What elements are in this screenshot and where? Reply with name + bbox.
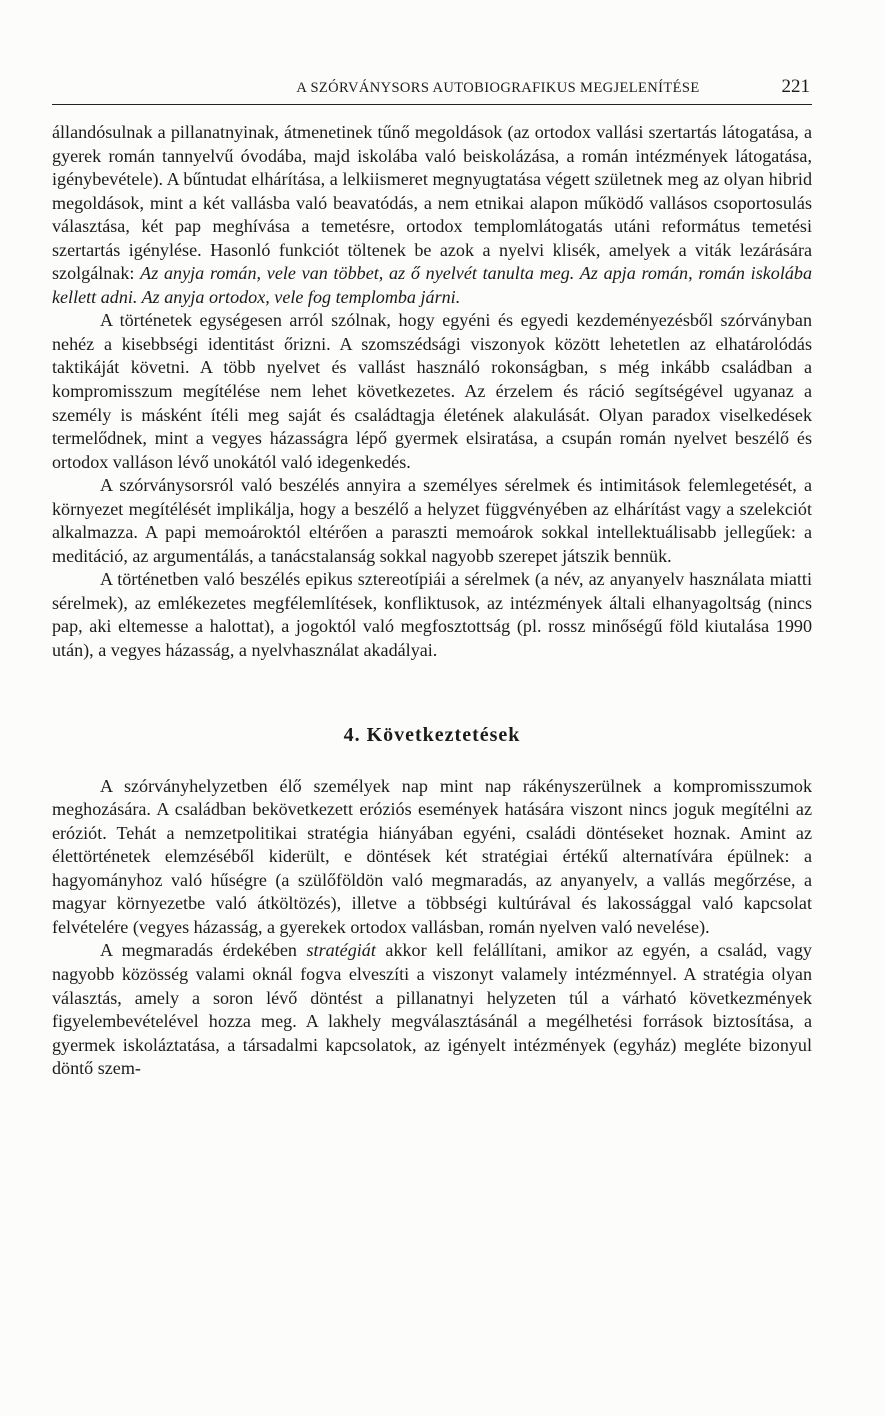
paragraph-text: állandósulnak a pillanatnyinak, átmenetinek tűnő megoldások (az ortodox vallási szertartás látogatása, a gyerek román tannyelvű óvodába, majd iskolába való beiskolázása, a román intézmények látogatása, igénybevétele). A bűntudat elhárítása, a lelkiismeret megnyugtatása végett születnek meg az olyan hibrid megoldások, mint a két vallásba való beavatódás, a nem etnikai alapon működő vallásos csoportosulás választása, két pap meghívása a temetésre, ortodox templomlátogatás utáni református temetési szertartás igénylése. Hasonló funkciót töltenek be azok a nyelvi klisék, amelyek a viták lezárására szolgálnak: bbox=[52, 122, 812, 284]
paragraph bbox=[52, 939, 812, 1080]
section-number: 4. bbox=[343, 723, 361, 746]
section-title: Következtetések bbox=[366, 723, 521, 746]
italic-quote: Az anyja román, vele van többet, az ő nyelvét tanulta meg. Az apja román, román iskolába kellett adni. Az anyja ortodox, vele fog templomba járni. bbox=[52, 263, 812, 307]
paragraph-text: A megmaradás érdekében bbox=[100, 940, 307, 961]
paragraph: A szórványsorsról való beszélés annyira a személyes sérelmek és intimitások felemlegetését, a környezet megítélését implikálja, hogy a beszélő a helyzet függvényében az elhárítást vagy a szelekciót alkalmazza. A papi memoároktól eltérően a paraszti memoárok sokkal intellektuálisabb jellegűek: a meditáció, az argumentálás, a tanácstalanság sokkal nagyobb szerepet játszik bennük. bbox=[52, 475, 812, 566]
paragraph: A történetek egységesen arról szólnak, hogy egyéni és egyedi kezdeményezésből szórványban nehéz a kisebbségi identitást őrizni. A szomszédsági viszonyok között lehetetlen az elhatárolódás taktikáját követni. A több nyelvet és vallást használó rokonságban, s még inkább családban a kompromisszum megítélése nem lehet következetes. Az érzelem és ráció segítségével ugyanaz a személy is másként ítéli meg saját és családtagja életének alakulását. Olyan paradox viselkedések termelődnek, mint a vegyes házasságra lépő gyermek elsiratása, a csupán román nyelvet beszélő és ortodox valláson lévő unokától való idegenkedés. bbox=[52, 310, 812, 472]
italic-term: stratégiát bbox=[306, 940, 376, 961]
paragraph: A történetben való beszélés epikus sztereotípiái a sérelmek (a név, az anyanyelv használata miatti sérelmek), az emlékezetes megfélemlítések, konfliktusok, az intézmények általi elhanyagoltság (nincs pap, aki eltemesse a halottat), a jogoktól való megfosztottság (pl. rossz minőségű föld kiutalása 1990 után), a vegyes házasság, a nyelvhasználat akadályai. bbox=[52, 569, 812, 661]
running-header bbox=[52, 76, 812, 105]
paragraph: A szórványhelyzetben élő személyek nap mint nap rákényszerülnek a kompromisszumok meghozására. A családban bekövetkezett eróziós események hatására viszont nincs joguk megítélni az eróziót. Tehát a nemzetpolitikai stratégia hiányában egyéni, családi döntéseket hoznak. Amint az élettörténetek elemzéséből kiderült, e döntések két stratégiai értékű alternatívára épülnek: a hagyományhoz való hűségre (a szülőföldön való megmaradás, az anyanyelv, a vallás megőrzése, a magyar környezetbe való átköltözés), illetve a többségi kultúrával és lakossággal való kapcsolat felvételére (vegyes házasság, a gyerekek ortodox vallásban, román nyelven való nevelése). bbox=[52, 775, 812, 937]
body-text bbox=[52, 121, 812, 1081]
paragraph-text: akkor kell felállítani, amikor az egyén, a család, vagy nagyobb közösség valami oknál fogva elveszíti a viszonyt valamely intézménnyel. A stratégia olyan választás, amely a soron lévő döntést a pillanatnyi helyzeten túl a várható következmények figyelembevételével hozza meg. A lakhely megválasztásánál a megélhetési források biztosítása, a gyermek iskoláztatása, a társadalmi kapcsolatok, az igényelt intézmények (egyház) megléte bizonyul döntő szem- bbox=[52, 940, 812, 1079]
section-heading bbox=[52, 723, 812, 747]
page-number: 221 bbox=[781, 76, 810, 97]
running-title: A SZÓRVÁNYSORS AUTOBIOGRAFIKUS MEGJELENÍTÉSE bbox=[296, 80, 700, 96]
paragraph-continuation bbox=[52, 121, 812, 309]
